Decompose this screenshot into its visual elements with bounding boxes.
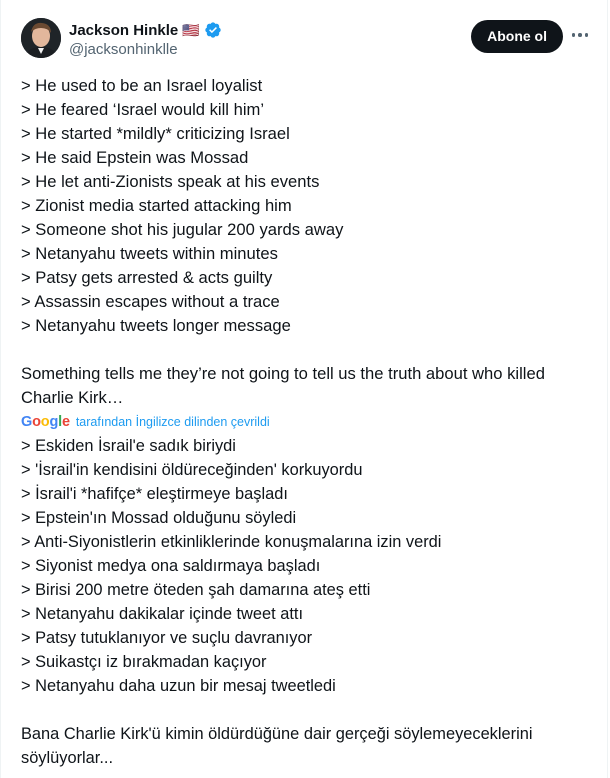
us-flag-icon: 🇺🇸 [182, 21, 200, 38]
translated-line: > Netanyahu daha uzun bir mesaj tweetledi [21, 677, 336, 695]
translated-text [21, 434, 591, 698]
google-logo: Google [21, 414, 70, 430]
translated-line: > Anti-Siyonistlerin etkinliklerinde konuşmalarına izin verdi [21, 533, 442, 551]
follow-button[interactable]: Abone ol [471, 20, 563, 53]
tweet-closing-line: Something tells me they’re not going to tell us the truth about who killed [21, 364, 545, 383]
translated-line: > 'İsrail'in kendisini öldüreceğinden' korkuyordu [21, 461, 363, 479]
translated-line: > Siyonist medya ona saldırmaya başladı [21, 557, 321, 575]
original-closing [21, 362, 591, 410]
translated-line: > Patsy tutuklanıyor ve suçlu davranıyor [21, 629, 313, 647]
translated-line: > Eskiden İsrail'e sadık biriydi [21, 437, 236, 455]
tweet-line: > Netanyahu tweets within minutes [21, 244, 278, 263]
author-name[interactable]: Jackson Hinkle [69, 21, 179, 39]
translation-notice-text[interactable]: tarafından İngilizce dilinden çevrildi [75, 415, 270, 429]
translated-line: > Suikastçı iz bırakmadan kaçıyor [21, 653, 267, 671]
tweet-line: > Zionist media started attacking him [21, 196, 292, 215]
tweet-line: > He feared ‘Israel would kill him’ [21, 100, 265, 119]
translated-closing-line: söylüyorlar... [21, 749, 114, 767]
more-options-icon[interactable] [569, 28, 591, 42]
verified-badge-icon [204, 21, 222, 39]
tweet-body [21, 74, 591, 770]
translated-line: > İsrail'i *hafifçe* eleştirmeye başladı [21, 485, 288, 503]
tweet-header [21, 18, 587, 60]
tweet-line: > He said Epstein was Mossad [21, 148, 249, 167]
translation-notice [21, 410, 591, 434]
avatar-image [21, 18, 61, 58]
avatar[interactable] [21, 18, 61, 58]
tweet-line: > Patsy gets arrested & acts guilty [21, 268, 273, 287]
translated-line: > Birisi 200 metre öteden şah damarına ateş etti [21, 581, 371, 599]
tweet-line: > Netanyahu tweets longer message [21, 316, 291, 335]
original-text [21, 74, 591, 338]
translated-closing-line: Bana Charlie Kirk'ü kimin öldürdüğüne dair gerçeği söylemeyeceklerini [21, 725, 533, 743]
translated-line: > Netanyahu dakikalar içinde tweet attı [21, 605, 303, 623]
tweet-line: > Assassin escapes without a trace [21, 292, 280, 311]
translated-line: > Epstein'ın Mossad olduğunu söyledi [21, 509, 297, 527]
author-handle[interactable]: @jacksonhinklle [69, 41, 178, 58]
tweet-line: > He used to be an Israel loyalist [21, 76, 263, 95]
tweet-closing-line: Charlie Kirk… [21, 388, 124, 407]
tweet-line: > Someone shot his jugular 200 yards away [21, 220, 344, 239]
tweet-line: > He let anti-Zionists speak at his events [21, 172, 320, 191]
translated-closing [21, 722, 591, 770]
tweet-line: > He started *mildly* criticizing Israel [21, 124, 290, 143]
